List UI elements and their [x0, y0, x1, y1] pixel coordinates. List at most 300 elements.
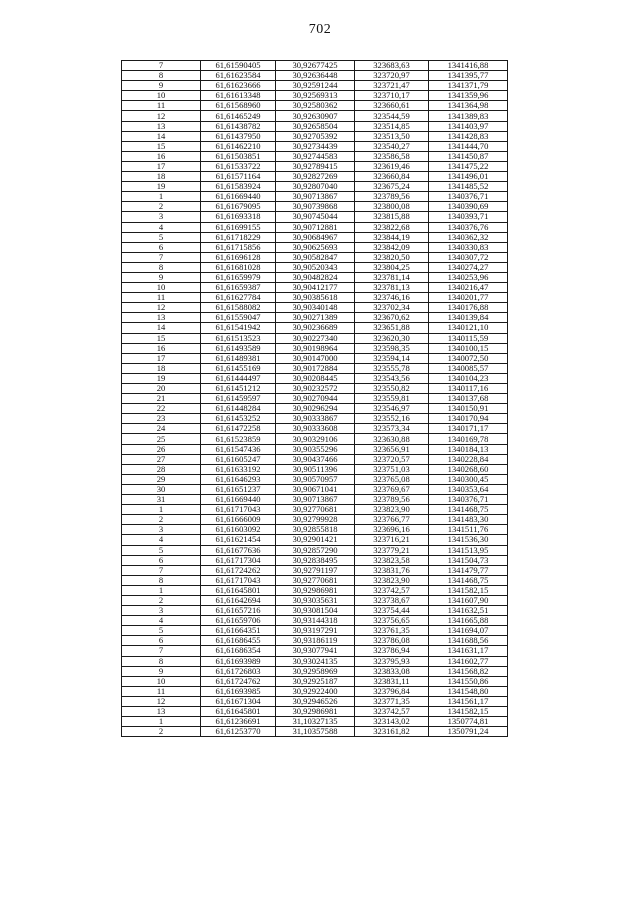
point-number-cell: 21: [122, 394, 201, 404]
latitude-cell: 61,61236691: [201, 717, 276, 727]
x-coordinate-cell: 323660,84: [355, 172, 429, 182]
longitude-cell: 30,90147000: [276, 353, 355, 363]
x-coordinate-cell: 323754,44: [355, 606, 429, 616]
point-number-cell: 28: [122, 464, 201, 474]
x-coordinate-cell: 323544,59: [355, 111, 429, 121]
table-row: [122, 222, 508, 232]
table-row: [122, 676, 508, 686]
table-row: [122, 202, 508, 212]
y-coordinate-cell: 1340115,59: [429, 333, 508, 343]
coordinates-table-body: [122, 61, 508, 737]
latitude-cell: 61,61681028: [201, 262, 276, 272]
longitude-cell: 30,92789415: [276, 161, 355, 171]
x-coordinate-cell: 323822,68: [355, 222, 429, 232]
latitude-cell: 61,61590405: [201, 61, 276, 71]
point-number-cell: 7: [122, 646, 201, 656]
latitude-cell: 61,61462210: [201, 141, 276, 151]
y-coordinate-cell: 1341389,83: [429, 111, 508, 121]
x-coordinate-cell: 323804,25: [355, 262, 429, 272]
latitude-cell: 61,61503851: [201, 151, 276, 161]
x-coordinate-cell: 323619,46: [355, 161, 429, 171]
longitude-cell: 30,92922400: [276, 686, 355, 696]
table-row: [122, 545, 508, 555]
table-row: [122, 414, 508, 424]
latitude-cell: 61,61633192: [201, 464, 276, 474]
longitude-cell: 30,90329106: [276, 434, 355, 444]
latitude-cell: 61,61646293: [201, 474, 276, 484]
table-row: [122, 696, 508, 706]
longitude-cell: 30,90236689: [276, 323, 355, 333]
y-coordinate-cell: 1340330,83: [429, 242, 508, 252]
latitude-cell: 61,61623666: [201, 81, 276, 91]
longitude-cell: 30,92807040: [276, 182, 355, 192]
x-coordinate-cell: 323555,78: [355, 363, 429, 373]
x-coordinate-cell: 323789,56: [355, 495, 429, 505]
table-row: [122, 293, 508, 303]
latitude-cell: 61,61715856: [201, 242, 276, 252]
y-coordinate-cell: 1341548,80: [429, 686, 508, 696]
y-coordinate-cell: 1340169,78: [429, 434, 508, 444]
x-coordinate-cell: 323815,88: [355, 212, 429, 222]
table-row: [122, 212, 508, 222]
x-coordinate-cell: 323161,82: [355, 727, 429, 737]
table-row: [122, 151, 508, 161]
point-number-cell: 13: [122, 707, 201, 717]
latitude-cell: 61,61621454: [201, 535, 276, 545]
latitude-cell: 61,61645801: [201, 585, 276, 595]
x-coordinate-cell: 323820,50: [355, 252, 429, 262]
y-coordinate-cell: 1340362,32: [429, 232, 508, 242]
y-coordinate-cell: 1340300,45: [429, 474, 508, 484]
longitude-cell: 30,92591244: [276, 81, 355, 91]
y-coordinate-cell: 1341511,76: [429, 525, 508, 535]
y-coordinate-cell: 1341428,83: [429, 131, 508, 141]
table-row: [122, 515, 508, 525]
latitude-cell: 61,61724762: [201, 676, 276, 686]
point-number-cell: 11: [122, 686, 201, 696]
x-coordinate-cell: 323573,34: [355, 424, 429, 434]
longitude-cell: 30,92658504: [276, 121, 355, 131]
table-row: [122, 555, 508, 565]
latitude-cell: 61,61659706: [201, 616, 276, 626]
table-row: [122, 717, 508, 727]
y-coordinate-cell: 1350791,24: [429, 727, 508, 737]
point-number-cell: 1: [122, 505, 201, 515]
longitude-cell: 30,93035631: [276, 595, 355, 605]
latitude-cell: 61,61657216: [201, 606, 276, 616]
table-row: [122, 101, 508, 111]
y-coordinate-cell: 1341485,52: [429, 182, 508, 192]
point-number-cell: 5: [122, 626, 201, 636]
y-coordinate-cell: 1340393,71: [429, 212, 508, 222]
x-coordinate-cell: 323630,88: [355, 434, 429, 444]
point-number-cell: 7: [122, 61, 201, 71]
longitude-cell: 30,92791197: [276, 565, 355, 575]
point-number-cell: 6: [122, 555, 201, 565]
longitude-cell: 30,92827269: [276, 172, 355, 182]
latitude-cell: 61,61583924: [201, 182, 276, 192]
y-coordinate-cell: 1340376,71: [429, 495, 508, 505]
table-row: [122, 525, 508, 535]
table-row: [122, 495, 508, 505]
x-coordinate-cell: 323761,35: [355, 626, 429, 636]
point-number-cell: 15: [122, 333, 201, 343]
table-row: [122, 262, 508, 272]
longitude-cell: 30,90511396: [276, 464, 355, 474]
latitude-cell: 61,61541942: [201, 323, 276, 333]
latitude-cell: 61,61693989: [201, 656, 276, 666]
longitude-cell: 30,92734439: [276, 141, 355, 151]
point-number-cell: 17: [122, 161, 201, 171]
table-row: [122, 242, 508, 252]
latitude-cell: 61,61253770: [201, 727, 276, 737]
longitude-cell: 30,90712881: [276, 222, 355, 232]
latitude-cell: 61,61642694: [201, 595, 276, 605]
point-number-cell: 10: [122, 676, 201, 686]
x-coordinate-cell: 323823,90: [355, 575, 429, 585]
latitude-cell: 61,61489381: [201, 353, 276, 363]
latitude-cell: 61,61669440: [201, 192, 276, 202]
point-number-cell: 31: [122, 495, 201, 505]
point-number-cell: 1: [122, 717, 201, 727]
x-coordinate-cell: 323786,08: [355, 636, 429, 646]
point-number-cell: 16: [122, 151, 201, 161]
longitude-cell: 30,90333867: [276, 414, 355, 424]
x-coordinate-cell: 323800,08: [355, 202, 429, 212]
y-coordinate-cell: 1340150,91: [429, 404, 508, 414]
table-row: [122, 131, 508, 141]
y-coordinate-cell: 1341371,79: [429, 81, 508, 91]
y-coordinate-cell: 1341561,17: [429, 696, 508, 706]
y-coordinate-cell: 1340085,57: [429, 363, 508, 373]
longitude-cell: 30,90271389: [276, 313, 355, 323]
latitude-cell: 61,61453252: [201, 414, 276, 424]
longitude-cell: 30,92630907: [276, 111, 355, 121]
x-coordinate-cell: 323670,62: [355, 313, 429, 323]
x-coordinate-cell: 323789,56: [355, 192, 429, 202]
latitude-cell: 61,61677636: [201, 545, 276, 555]
x-coordinate-cell: 323716,21: [355, 535, 429, 545]
point-number-cell: 7: [122, 565, 201, 575]
table-row: [122, 626, 508, 636]
point-number-cell: 25: [122, 434, 201, 444]
y-coordinate-cell: 1341513,95: [429, 545, 508, 555]
y-coordinate-cell: 1340274,27: [429, 262, 508, 272]
latitude-cell: 61,61651237: [201, 484, 276, 494]
point-number-cell: 18: [122, 172, 201, 182]
table-row: [122, 232, 508, 242]
longitude-cell: 30,90333608: [276, 424, 355, 434]
y-coordinate-cell: 1340121,10: [429, 323, 508, 333]
longitude-cell: 31,10357588: [276, 727, 355, 737]
point-number-cell: 5: [122, 545, 201, 555]
latitude-cell: 61,61659979: [201, 272, 276, 282]
longitude-cell: 30,92925187: [276, 676, 355, 686]
table-row: [122, 454, 508, 464]
x-coordinate-cell: 323831,11: [355, 676, 429, 686]
latitude-cell: 61,61438782: [201, 121, 276, 131]
x-coordinate-cell: 323751,03: [355, 464, 429, 474]
table-row: [122, 636, 508, 646]
latitude-cell: 61,61726803: [201, 666, 276, 676]
point-number-cell: 18: [122, 363, 201, 373]
y-coordinate-cell: 1340117,16: [429, 384, 508, 394]
table-row: [122, 384, 508, 394]
point-number-cell: 2: [122, 202, 201, 212]
longitude-cell: 30,90437466: [276, 454, 355, 464]
longitude-cell: 30,90232572: [276, 384, 355, 394]
y-coordinate-cell: 1340171,17: [429, 424, 508, 434]
point-number-cell: 2: [122, 727, 201, 737]
table-row: [122, 81, 508, 91]
longitude-cell: 30,92799928: [276, 515, 355, 525]
latitude-cell: 61,61437950: [201, 131, 276, 141]
point-number-cell: 14: [122, 131, 201, 141]
table-row: [122, 172, 508, 182]
point-number-cell: 8: [122, 575, 201, 585]
latitude-cell: 61,61444497: [201, 373, 276, 383]
table-row: [122, 444, 508, 454]
latitude-cell: 61,61472258: [201, 424, 276, 434]
table-row: [122, 474, 508, 484]
latitude-cell: 61,61671304: [201, 696, 276, 706]
y-coordinate-cell: 1341688,56: [429, 636, 508, 646]
point-number-cell: 1: [122, 192, 201, 202]
x-coordinate-cell: 323795,93: [355, 656, 429, 666]
longitude-cell: 30,90355296: [276, 444, 355, 454]
y-coordinate-cell: 1341602,77: [429, 656, 508, 666]
latitude-cell: 61,61588082: [201, 303, 276, 313]
table-row: [122, 585, 508, 595]
latitude-cell: 61,61613348: [201, 91, 276, 101]
point-number-cell: 29: [122, 474, 201, 484]
y-coordinate-cell: 1340353,64: [429, 484, 508, 494]
x-coordinate-cell: 323543,56: [355, 373, 429, 383]
longitude-cell: 30,90520343: [276, 262, 355, 272]
y-coordinate-cell: 1341568,82: [429, 666, 508, 676]
point-number-cell: 12: [122, 696, 201, 706]
longitude-cell: 30,93077941: [276, 646, 355, 656]
x-coordinate-cell: 323786,94: [355, 646, 429, 656]
y-coordinate-cell: 1341483,30: [429, 515, 508, 525]
y-coordinate-cell: 1341496,01: [429, 172, 508, 182]
x-coordinate-cell: 323720,57: [355, 454, 429, 464]
table-row: [122, 71, 508, 81]
longitude-cell: 30,90713867: [276, 495, 355, 505]
longitude-cell: 30,92770681: [276, 505, 355, 515]
latitude-cell: 61,61455169: [201, 363, 276, 373]
point-number-cell: 11: [122, 101, 201, 111]
table-row: [122, 252, 508, 262]
point-number-cell: 6: [122, 636, 201, 646]
y-coordinate-cell: 1340376,71: [429, 192, 508, 202]
latitude-cell: 61,61523859: [201, 434, 276, 444]
point-number-cell: 22: [122, 404, 201, 414]
point-number-cell: 17: [122, 353, 201, 363]
latitude-cell: 61,61568960: [201, 101, 276, 111]
table-row: [122, 616, 508, 626]
point-number-cell: 13: [122, 121, 201, 131]
longitude-cell: 30,90684967: [276, 232, 355, 242]
table-row: [122, 61, 508, 71]
y-coordinate-cell: 1341359,96: [429, 91, 508, 101]
y-coordinate-cell: 1341444,70: [429, 141, 508, 151]
longitude-cell: 30,93081504: [276, 606, 355, 616]
y-coordinate-cell: 1340100,15: [429, 343, 508, 353]
x-coordinate-cell: 323796,84: [355, 686, 429, 696]
latitude-cell: 61,61465249: [201, 111, 276, 121]
longitude-cell: 30,92744583: [276, 151, 355, 161]
x-coordinate-cell: 323769,67: [355, 484, 429, 494]
latitude-cell: 61,61547436: [201, 444, 276, 454]
y-coordinate-cell: 1340072,50: [429, 353, 508, 363]
y-coordinate-cell: 1350774,81: [429, 717, 508, 727]
latitude-cell: 61,61448284: [201, 404, 276, 414]
point-number-cell: 15: [122, 141, 201, 151]
y-coordinate-cell: 1341504,73: [429, 555, 508, 565]
y-coordinate-cell: 1340170,94: [429, 414, 508, 424]
latitude-cell: 61,61669440: [201, 495, 276, 505]
y-coordinate-cell: 1340253,96: [429, 272, 508, 282]
x-coordinate-cell: 323720,97: [355, 71, 429, 81]
table-row: [122, 434, 508, 444]
x-coordinate-cell: 323540,27: [355, 141, 429, 151]
y-coordinate-cell: 1341475,22: [429, 161, 508, 171]
x-coordinate-cell: 323702,34: [355, 303, 429, 313]
point-number-cell: 13: [122, 313, 201, 323]
coordinates-table: [121, 60, 508, 737]
longitude-cell: 30,92580362: [276, 101, 355, 111]
table-row: [122, 575, 508, 585]
table-row: [122, 313, 508, 323]
longitude-cell: 30,92901421: [276, 535, 355, 545]
y-coordinate-cell: 1340184,13: [429, 444, 508, 454]
y-coordinate-cell: 1341550,86: [429, 676, 508, 686]
latitude-cell: 61,61493589: [201, 343, 276, 353]
x-coordinate-cell: 323742,57: [355, 585, 429, 595]
x-coordinate-cell: 323842,09: [355, 242, 429, 252]
point-number-cell: 27: [122, 454, 201, 464]
table-row: [122, 535, 508, 545]
x-coordinate-cell: 323831,76: [355, 565, 429, 575]
table-row: [122, 111, 508, 121]
y-coordinate-cell: 1341395,77: [429, 71, 508, 81]
latitude-cell: 61,61513523: [201, 333, 276, 343]
point-number-cell: 4: [122, 222, 201, 232]
x-coordinate-cell: 323656,91: [355, 444, 429, 454]
longitude-cell: 30,90198964: [276, 343, 355, 353]
x-coordinate-cell: 323550,82: [355, 384, 429, 394]
table-row: [122, 484, 508, 494]
latitude-cell: 61,61717304: [201, 555, 276, 565]
point-number-cell: 8: [122, 656, 201, 666]
table-row: [122, 161, 508, 171]
x-coordinate-cell: 323823,58: [355, 555, 429, 565]
longitude-cell: 30,92677425: [276, 61, 355, 71]
point-number-cell: 10: [122, 283, 201, 293]
x-coordinate-cell: 323766,77: [355, 515, 429, 525]
y-coordinate-cell: 1340137,68: [429, 394, 508, 404]
longitude-cell: 30,90570957: [276, 474, 355, 484]
latitude-cell: 61,61645801: [201, 707, 276, 717]
x-coordinate-cell: 323710,17: [355, 91, 429, 101]
latitude-cell: 61,61699155: [201, 222, 276, 232]
x-coordinate-cell: 323620,30: [355, 333, 429, 343]
point-number-cell: 20: [122, 384, 201, 394]
point-number-cell: 5: [122, 232, 201, 242]
longitude-cell: 30,92636448: [276, 71, 355, 81]
latitude-cell: 61,61627784: [201, 293, 276, 303]
longitude-cell: 30,92569313: [276, 91, 355, 101]
table-row: [122, 606, 508, 616]
y-coordinate-cell: 1340176,88: [429, 303, 508, 313]
latitude-cell: 61,61693318: [201, 212, 276, 222]
x-coordinate-cell: 323781,13: [355, 283, 429, 293]
latitude-cell: 61,61659387: [201, 283, 276, 293]
y-coordinate-cell: 1341403,97: [429, 121, 508, 131]
latitude-cell: 61,61693985: [201, 686, 276, 696]
table-row: [122, 727, 508, 737]
longitude-cell: 30,90227340: [276, 333, 355, 343]
latitude-cell: 61,61679095: [201, 202, 276, 212]
table-row: [122, 91, 508, 101]
longitude-cell: 30,93144318: [276, 616, 355, 626]
x-coordinate-cell: 323765,08: [355, 474, 429, 484]
table-row: [122, 283, 508, 293]
point-number-cell: 16: [122, 343, 201, 353]
x-coordinate-cell: 323696,16: [355, 525, 429, 535]
y-coordinate-cell: 1341665,88: [429, 616, 508, 626]
x-coordinate-cell: 323721,47: [355, 81, 429, 91]
x-coordinate-cell: 323559,81: [355, 394, 429, 404]
point-number-cell: 14: [122, 323, 201, 333]
longitude-cell: 30,93186119: [276, 636, 355, 646]
table-row: [122, 565, 508, 575]
y-coordinate-cell: 1340201,77: [429, 293, 508, 303]
x-coordinate-cell: 323779,21: [355, 545, 429, 555]
longitude-cell: 30,90671041: [276, 484, 355, 494]
y-coordinate-cell: 1341582,15: [429, 585, 508, 595]
point-number-cell: 8: [122, 262, 201, 272]
x-coordinate-cell: 323781,14: [355, 272, 429, 282]
longitude-cell: 30,90208445: [276, 373, 355, 383]
table-row: [122, 121, 508, 131]
x-coordinate-cell: 323833,08: [355, 666, 429, 676]
longitude-cell: 30,90582847: [276, 252, 355, 262]
latitude-cell: 61,61571164: [201, 172, 276, 182]
x-coordinate-cell: 323651,88: [355, 323, 429, 333]
longitude-cell: 30,90296294: [276, 404, 355, 414]
x-coordinate-cell: 323738,67: [355, 595, 429, 605]
y-coordinate-cell: 1340228,84: [429, 454, 508, 464]
y-coordinate-cell: 1340376,76: [429, 222, 508, 232]
x-coordinate-cell: 323660,61: [355, 101, 429, 111]
y-coordinate-cell: 1341468,75: [429, 505, 508, 515]
point-number-cell: 9: [122, 81, 201, 91]
x-coordinate-cell: 323844,19: [355, 232, 429, 242]
latitude-cell: 61,61533722: [201, 161, 276, 171]
y-coordinate-cell: 1340104,23: [429, 373, 508, 383]
x-coordinate-cell: 323675,24: [355, 182, 429, 192]
longitude-cell: 30,93024135: [276, 656, 355, 666]
table-row: [122, 464, 508, 474]
longitude-cell: 30,90270944: [276, 394, 355, 404]
table-row: [122, 343, 508, 353]
longitude-cell: 30,90745044: [276, 212, 355, 222]
y-coordinate-cell: 1341694,07: [429, 626, 508, 636]
longitude-cell: 30,92857290: [276, 545, 355, 555]
point-number-cell: 23: [122, 414, 201, 424]
